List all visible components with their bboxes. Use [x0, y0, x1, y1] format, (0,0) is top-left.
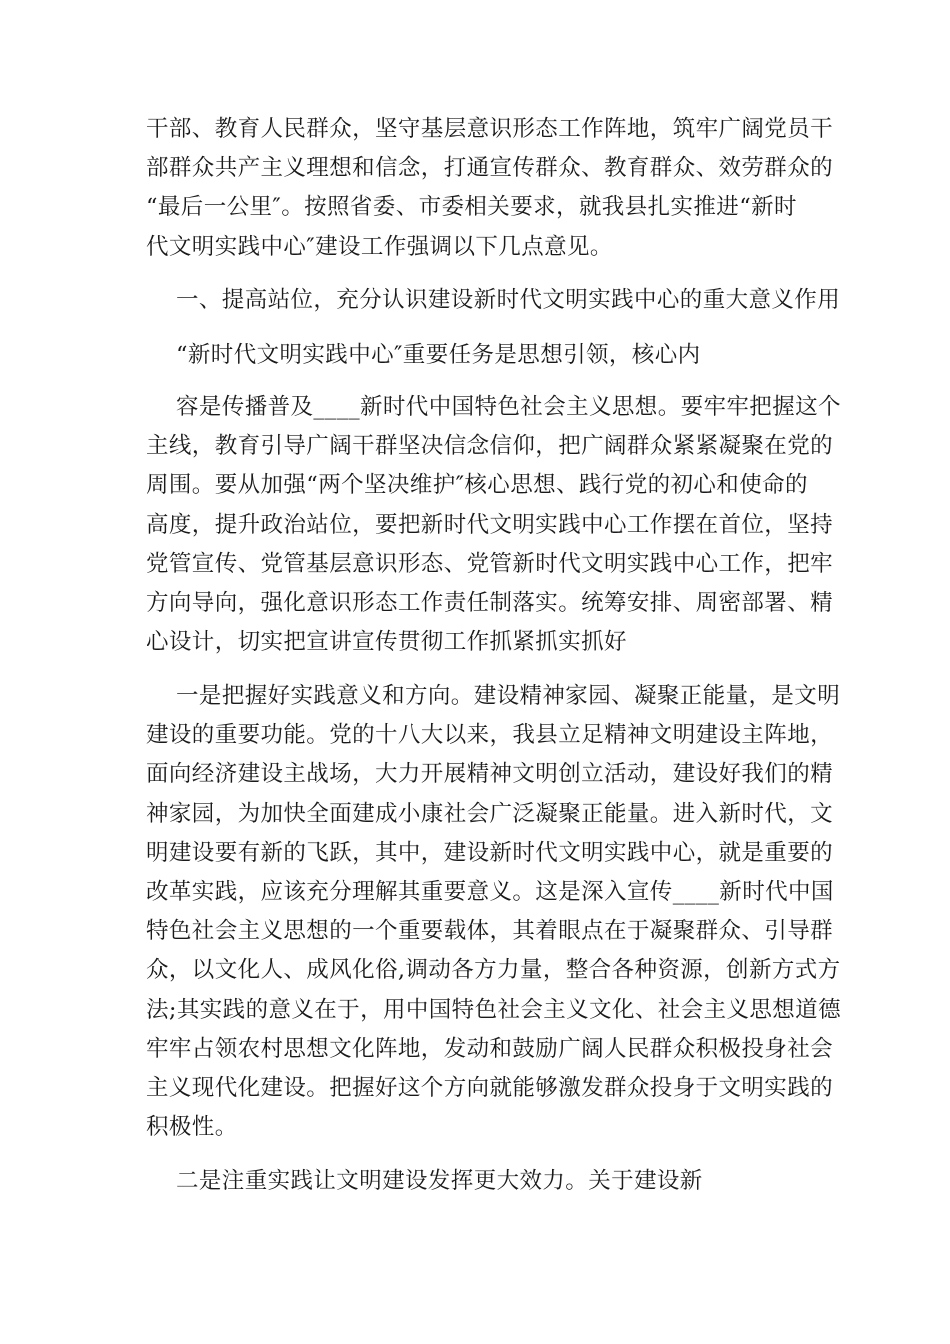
section-heading [146, 281, 841, 320]
text-line: 改革实践，应该充分理解其重要意义。这是深入宣传____新时代中国 [146, 879, 834, 906]
text-line: 神家园，为加快全面建成小康社会广泛凝聚正能量。进入新时代，文 [146, 800, 834, 827]
text-line: 周围。要从加强“两个坚决维护″核心思想、践行党的初心和使命的 [146, 472, 808, 499]
text-line: 积极性。 [146, 1114, 238, 1141]
text-line: 高度，提升政治站位，要把新时代文明实践中心工作摆在首位，坚持 [146, 511, 834, 538]
paragraph [146, 110, 834, 267]
text-line: 代文明实践中心″建设工作强调以下几点意见。 [146, 233, 613, 260]
text-line: 建设的重要功能。党的十八大以来，我县立足精神文明建设主阵地， [146, 722, 834, 749]
text-line: 一是把握好实践意义和方向。建设精神家园、凝聚正能量，是文明 [176, 683, 841, 709]
text-line: 干部、教育人民群众，坚守基层意识形态工作阵地，筑牢广阔党员干 [146, 116, 834, 142]
text-line: “最后一公里″。按照省委、市委相关要求，就我县扎实推进“新时 [146, 194, 797, 221]
paragraph [146, 388, 841, 662]
text-line: 主线，教育引导广阔干群坚决信念信仰，把广阔群众紧紧凝聚在党的 [146, 433, 834, 460]
text-line: 一、提高站位，充分认识建设新时代文明实践中心的重大意义作用 [176, 287, 841, 313]
paragraph [146, 336, 806, 375]
text-line: 二是注重实践让文明建设发挥更大效力。关于建设新 [176, 1168, 703, 1194]
text-line: 党管宣传、党管基层意识形态、党管新时代文明实践中心工作，把牢 [146, 550, 834, 577]
text-line: 明建设要有新的飞跃，其中，建设新时代文明实践中心，就是重要的 [146, 839, 834, 866]
text-line: 牢牢占领农村思想文化阵地，发动和鼓励广阔人民群众积极投身社会 [146, 1035, 834, 1062]
paragraph [146, 1162, 806, 1201]
text-line: 部群众共产主义理想和信念，打通宣传群众、教育群众、效劳群众的 [146, 155, 834, 182]
text-line: 众，以文化人、成风化俗,调动各方力量，整合各种资源，创新方式方 [146, 957, 841, 984]
text-line: “新时代文明实践中心″重要任务是思想引领，核心内 [176, 342, 701, 368]
text-line: 方向导向，强化意识形态工作责任制落实。统筹安排、周密部署、精 [146, 590, 834, 617]
text-line: 特色社会主义思想的一个重要载体，其着眼点在于凝聚群众、引导群 [146, 918, 834, 945]
text-line: 面向经济建设主战场，大力开展精神文明创立活动，建设好我们的精 [146, 761, 834, 788]
text-line: 主义现代化建设。把握好这个方向就能够激发群众投身于文明实践的 [146, 1075, 834, 1102]
text-line: 心设计，切实把宣讲宣传贯彻工作抓紧抓实抓好 [146, 629, 627, 656]
text-line: 法;其实践的意义在于，用中国特色社会主义文化、社会主义思想道德 [146, 996, 841, 1023]
text-line: 容是传播普及____新时代中国特色社会主义思想。要牢牢把握这个 [176, 394, 841, 420]
paragraph [146, 677, 841, 1147]
